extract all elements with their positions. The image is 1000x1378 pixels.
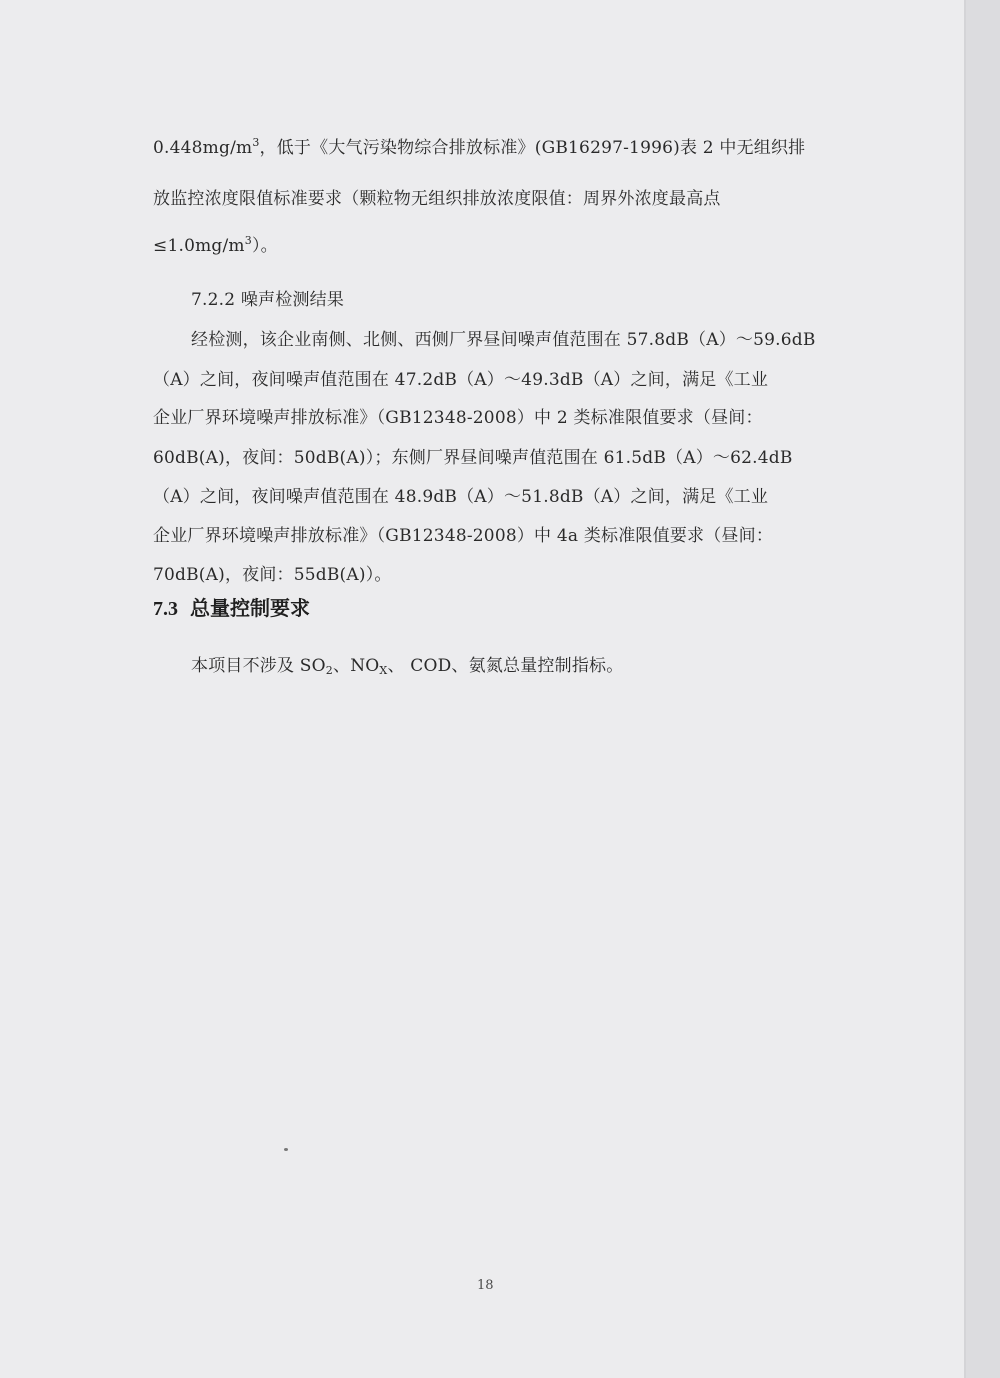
noise-line-1: 经检测，该企业南侧、北侧、西侧厂界昼间噪声值范围在 57.8dB（A）～59.6dB [191, 330, 816, 350]
emission-line-3 [153, 231, 278, 256]
emission-line-1 [153, 133, 805, 158]
emission-limit: ≤1.0mg/m [153, 236, 245, 256]
nox-subscript: X [379, 664, 388, 677]
emission-value: 0.448mg/m [153, 138, 253, 158]
emission-line-2: 放监控浓度限值标准要求（颗粒物无组织排放浓度限值：周界外浓度最高点 [153, 189, 721, 209]
noise-line-2: （A）之间，夜间噪声值范围在 47.2dB（A）～49.3dB（A）之间，满足《工业 [153, 370, 769, 390]
section-title: 总量控制要求 [190, 596, 310, 620]
subsection-title-noise: 7.2.2 噪声检测结果 [191, 290, 345, 310]
total-control-paragraph [191, 651, 623, 676]
noise-line-5: （A）之间，夜间噪声值范围在 48.9dB（A）～51.8dB（A）之间，满足《工业 [153, 487, 769, 507]
scan-speck [284, 1148, 288, 1151]
so2-subscript: 2 [325, 664, 333, 677]
noise-line-4: 60dB(A)，夜间：50dB(A)）；东侧厂界昼间噪声值范围在 61.5dB（A）～62.4dB [153, 448, 793, 468]
noise-line-6: 企业厂界环境噪声排放标准》（GB12348-2008）中 4a 类标准限值要求（昼间： [153, 526, 774, 546]
total-text-1: 本项目不涉及 SO [191, 656, 326, 676]
page-number: 18 [477, 1278, 494, 1293]
emission-limit-close: ）。 [251, 236, 278, 256]
scan-margin-edge [964, 0, 966, 1378]
total-text-3: 、 COD、氨氮总量控制指标。 [387, 656, 624, 676]
emission-value-exponent: 3 [252, 136, 260, 149]
noise-line-7: 70dB(A)，夜间：55dB(A)）。 [153, 565, 392, 585]
section-number: 7.3 [153, 598, 178, 620]
emission-standard-text: ，低于《大气污染物综合排放标准》(GB16297-1996)表 2 中无组织排 [259, 138, 806, 158]
emission-limit-exponent: 3 [244, 234, 252, 247]
scan-margin [964, 0, 1000, 1378]
noise-line-3: 企业厂界环境噪声排放标准》（GB12348-2008）中 2 类标准限值要求（昼间： [153, 408, 763, 428]
section-heading-total-control [153, 592, 310, 621]
total-text-2: 、NO [333, 656, 380, 676]
